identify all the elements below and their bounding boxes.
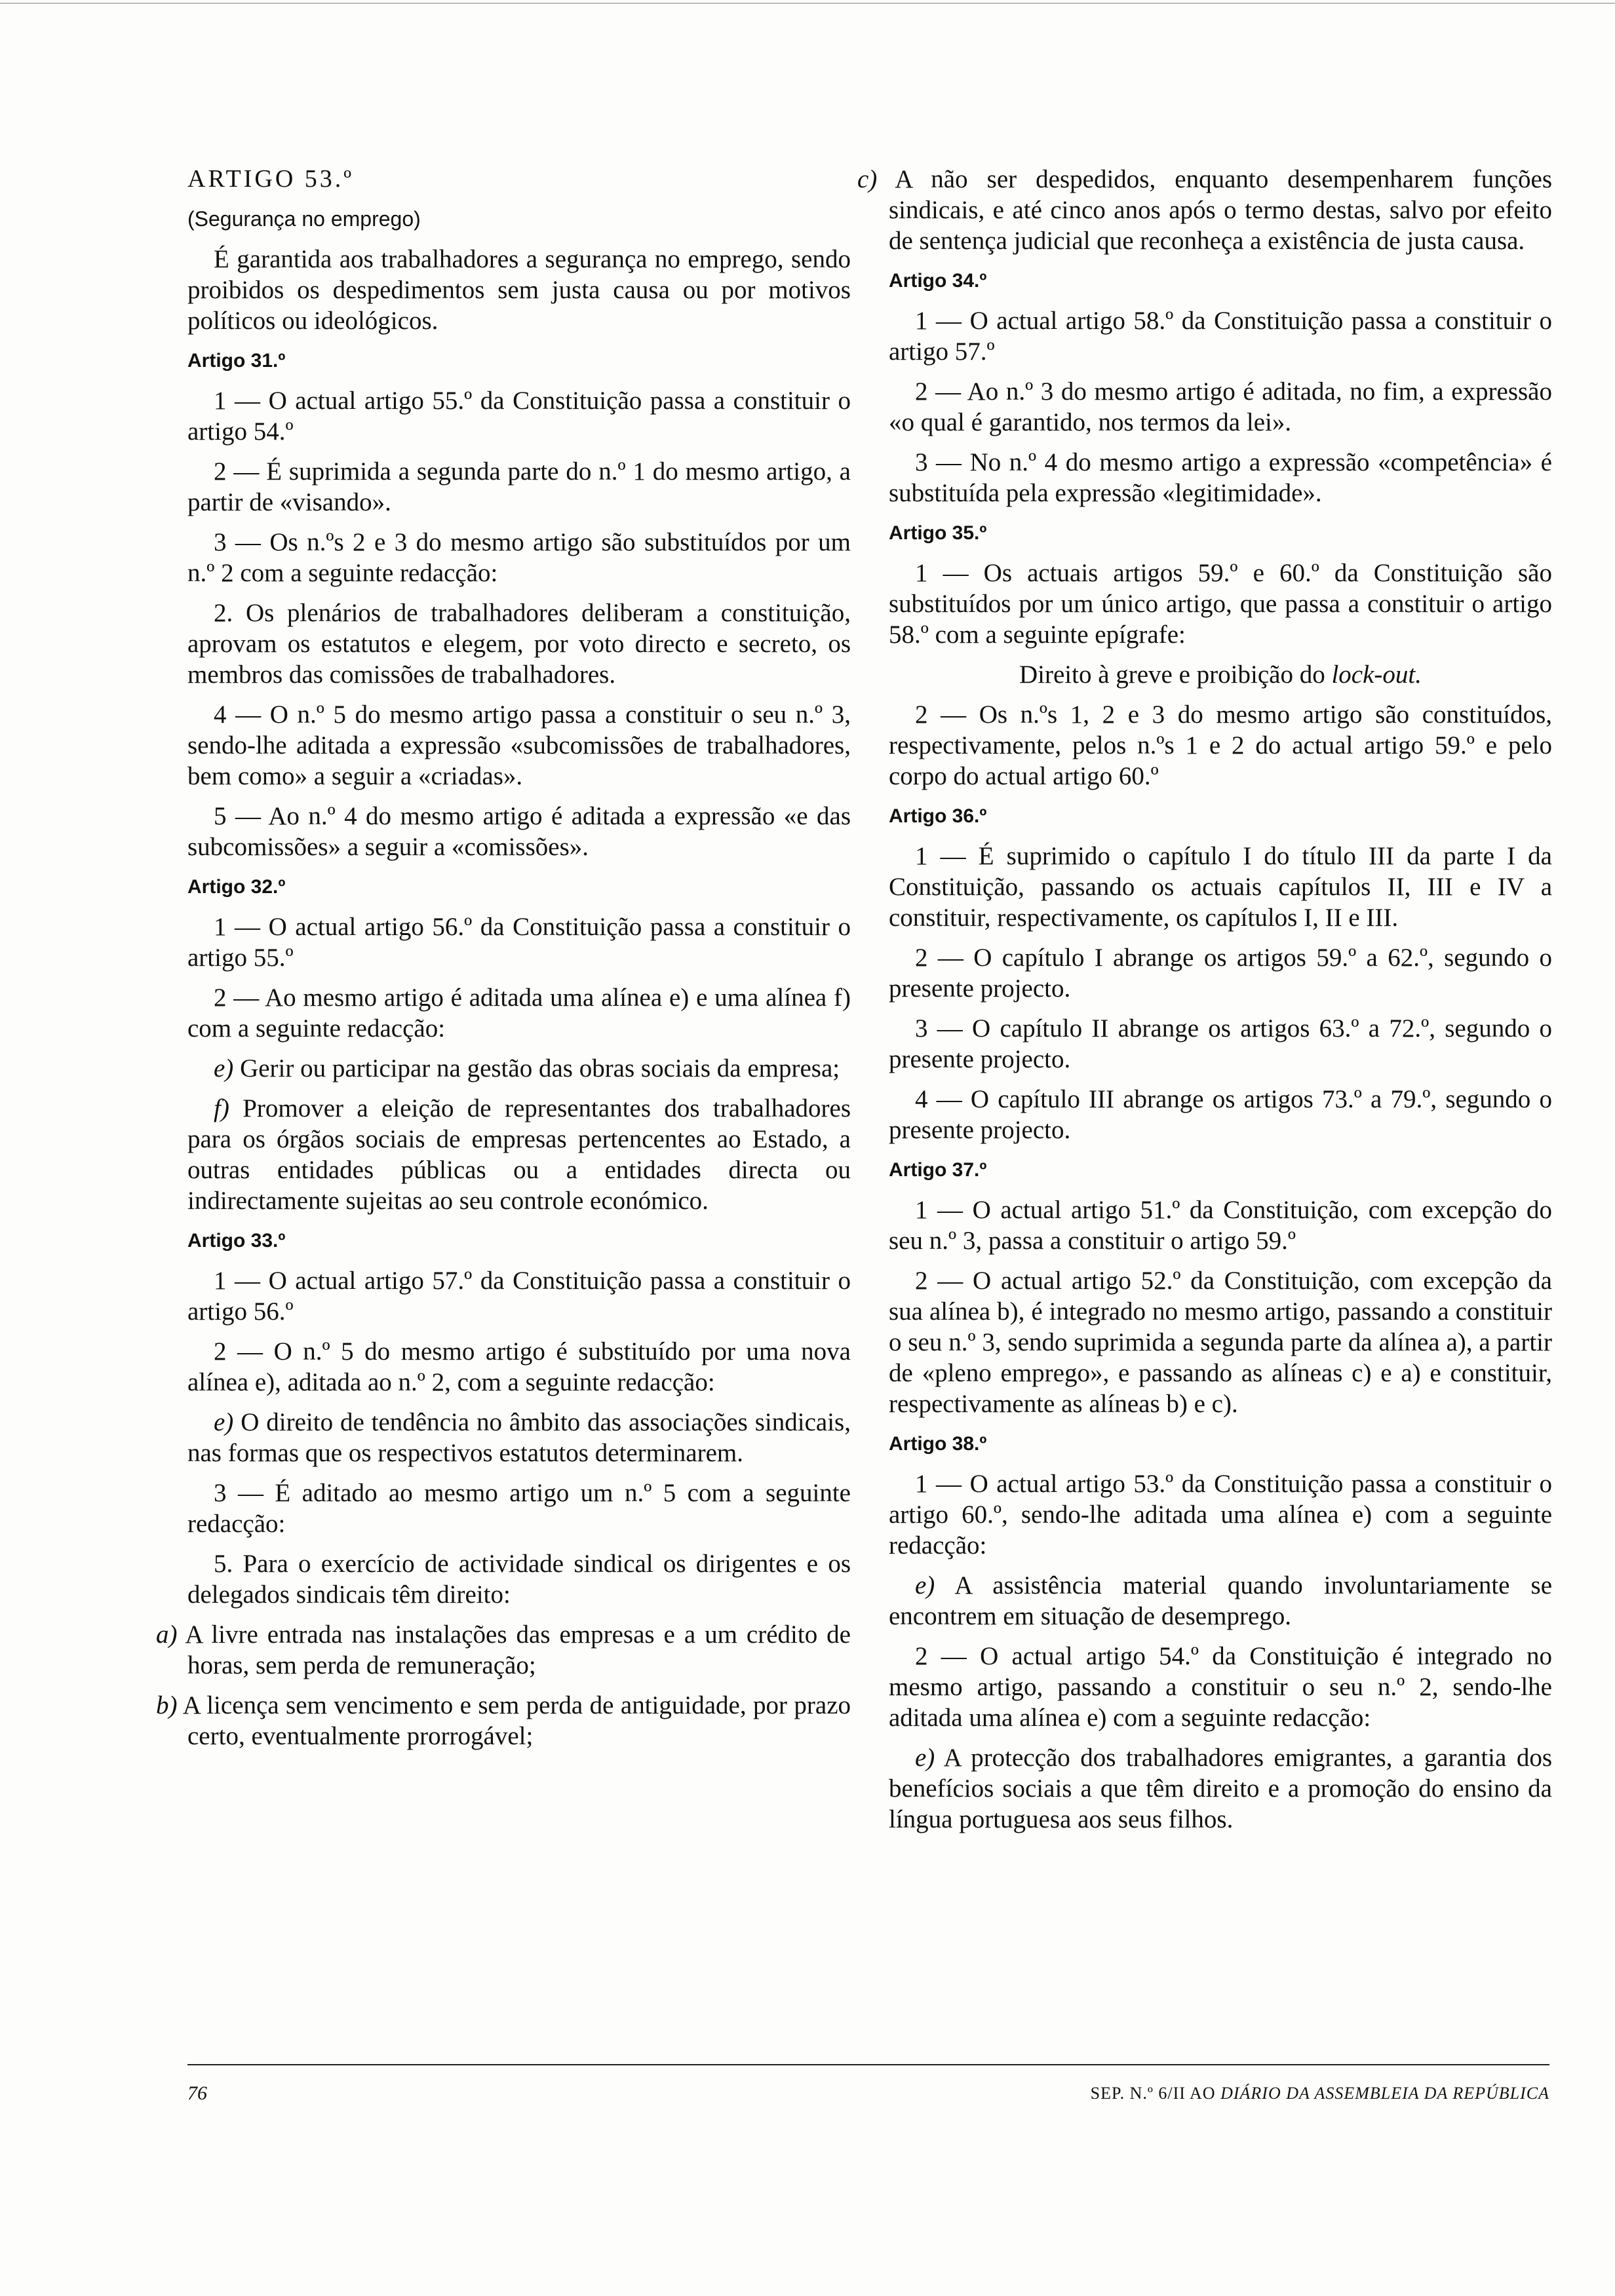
publication-source <box>1091 2084 1549 2103</box>
alinea-label: e) <box>214 1054 234 1082</box>
article-32-p2: 2 — Ao mesmo artigo é aditada uma alínea e) e uma alínea f) com a seguinte redacção: <box>187 984 851 1043</box>
article-38-alinea-e1 <box>889 1570 1552 1632</box>
article-31-p2: 2 — É suprimida a segunda parte do n.º 1 do mesmo artigo, a partir de «visando». <box>187 457 851 516</box>
alinea-label: e) <box>214 1408 234 1436</box>
article-36-title: Artigo 36.º <box>889 805 987 827</box>
alinea-label: f) <box>214 1094 229 1122</box>
article-36-p4: 4 — O capítulo III abrange os artigos 73.º a 79.º, segundo o presente projecto. <box>889 1085 1552 1144</box>
article-53-subheading: (Segurança no emprego) <box>187 207 421 231</box>
alinea-label: a) <box>156 1620 178 1649</box>
source-prefix: SEP. N.º 6/II AO <box>1090 2084 1221 2103</box>
alinea-label: b) <box>156 1691 178 1719</box>
alinea-text: Promover a eleição de representantes dos trabalhadores para os órgãos sociais de empresas pertencentes ao Estado, a outras entidades públicas ou a entidades directa ou indirectamente sujeitas ao seu controle económico. <box>187 1094 851 1215</box>
article-32-title: Artigo 32.º <box>187 876 286 898</box>
alinea-text: Gerir ou participar na gestão das obras sociais da empresa; <box>233 1054 840 1082</box>
source-title: DIÁRIO DA ASSEMBLEIA DA REPÚBLICA <box>1220 2084 1549 2103</box>
alinea-text: A protecção dos trabalhadores emigrantes, a garantia dos benefícios sociais a que têm direito e a promoção do ensino da língua portuguesa aos seus filhos. <box>889 1744 1552 1833</box>
article-31-title: Artigo 31.º <box>187 350 286 372</box>
article-33-p1: 1 — O actual artigo 57.º da Constituição passa a constituir o artigo 56.º <box>187 1267 851 1326</box>
left-column <box>156 164 851 1761</box>
alinea-text: A licença sem vencimento e sem perda de antiguidade, por prazo certo, eventualmente prorrogável; <box>182 1691 851 1750</box>
article-31-p5: 5 — Ao n.º 4 do mesmo artigo é aditada a expressão «e das subcomissões» a seguir a «comissões». <box>187 802 851 861</box>
article-36-p3: 3 — O capítulo II abrange os artigos 63.º a 72.º, segundo o presente projecto. <box>889 1014 1552 1073</box>
alinea-label: e) <box>915 1744 935 1772</box>
alinea-text: A assistência material quando involuntariamente se encontrem em situação de desemprego. <box>889 1571 1552 1630</box>
article-37-p1: 1 — O actual artigo 51.º da Constituição, com excepção do seu n.º 3, passa a constituir o artigo 59.º <box>889 1196 1552 1255</box>
article-34-p2: 2 — Ao n.º 3 do mesmo artigo é aditada, no fim, a expressão «o qual é garantido, nos termos da lei». <box>889 377 1552 436</box>
alinea-label: c) <box>857 165 878 193</box>
article-35-title: Artigo 35.º <box>889 522 987 544</box>
article-38-p2: 2 — O actual artigo 54.º da Constituição é integrado no mesmo artigo, passando a constituir o seu n.º 2, sendo-lhe aditada uma alínea e) com a seguinte redacção: <box>889 1642 1552 1732</box>
alinea-label: e) <box>915 1571 935 1599</box>
article-34-title: Artigo 34.º <box>889 270 987 292</box>
article-34-p1: 1 — O actual artigo 58.º da Constituição passa a constituir o artigo 57.º <box>889 307 1552 366</box>
article-33-p3: 3 — É aditado ao mesmo artigo um n.º 5 com a seguinte redacção: <box>187 1479 851 1538</box>
article-33-alinea-c <box>857 164 1552 256</box>
epigraph-italic: lock-out. <box>1331 660 1422 689</box>
article-35-p1: 1 — Os actuais artigos 59.º e 60.º da Constituição são substituídos por um único artigo, que passa a constituir o artigo 58.º com a seguinte epígrafe: <box>889 559 1552 649</box>
footer-rule <box>187 2064 1549 2065</box>
top-rule <box>0 3 1615 4</box>
article-35-p2: 2 — Os n.ºs 1, 2 e 3 do mesmo artigo são constituídos, respectivamente, pelos n.ºs 1 e 2 do actual artigo 59.º e pelo corpo do actual artigo 60.º <box>889 700 1552 790</box>
page-number: 76 <box>187 2082 207 2104</box>
article-33-alinea-e <box>187 1407 851 1468</box>
article-31-p4: 4 — O n.º 5 do mesmo artigo passa a constituir o seu n.º 3, sendo-lhe aditada a expressão «subcomissões de trabalhadores, bem como» a seguir a «criadas». <box>187 700 851 790</box>
article-33-p2: 2 — O n.º 5 do mesmo artigo é substituído por uma nova alínea e), aditada ao n.º 2, com a seguinte redacção: <box>187 1337 851 1396</box>
article-31-quote: 2. Os plenários de trabalhadores deliberam a constituição, aprovam os estatutos e elegem, por voto directo e secreto, os membros das comissões de trabalhadores. <box>187 599 851 689</box>
article-32-alinea-e <box>187 1053 851 1084</box>
article-38-title: Artigo 38.º <box>889 1433 987 1455</box>
article-36-p1: 1 — É suprimido o capítulo I do título III da parte I da Constituição, passando os actuais capítulos II, III e IV a constituir, respectivamente, os capítulos I, II e III. <box>889 842 1552 932</box>
article-31-p1: 1 — O actual artigo 55.º da Constituição passa a constituir o artigo 54.º <box>187 387 851 446</box>
article-35-epigraph <box>889 659 1552 690</box>
article-38-p1: 1 — O actual artigo 53.º da Constituição passa a constituir o artigo 60.º, sendo-lhe aditada uma alínea e) com a seguinte redacção: <box>889 1470 1552 1559</box>
article-38-alinea-e2 <box>889 1742 1552 1835</box>
article-33-title: Artigo 33.º <box>187 1230 286 1252</box>
article-37-title: Artigo 37.º <box>889 1159 987 1181</box>
article-36-p2: 2 — O capítulo I abrange os artigos 59.º a 62.º, segundo o presente projecto. <box>889 944 1552 1003</box>
epigraph-text: Direito à greve e proibição do <box>1019 660 1332 689</box>
article-34-p3: 3 — No n.º 4 do mesmo artigo a expressão «competência» é substituída pela expressão «legitimidade». <box>889 448 1552 507</box>
alinea-text: O direito de tendência no âmbito das associações sindicais, nas formas que os respectivos estatutos determinarem. <box>187 1408 851 1467</box>
article-33-alinea-a <box>156 1619 851 1681</box>
alinea-text: A livre entrada nas instalações das empresas e a um crédito de horas, sem perda de remuneração; <box>185 1620 851 1679</box>
right-column <box>857 164 1552 1844</box>
article-32-alinea-f <box>187 1093 851 1216</box>
article-37-p2: 2 — O actual artigo 52.º da Constituição, com excepção da sua alínea b), é integrado no mesmo artigo, passando a constituir o seu n.º 3, sendo suprimida a segunda parte da alínea a), a partir de «pleno emprego», e passando as alíneas c) e a) e constituir, respectivamente as alíneas b) e c). <box>889 1267 1552 1418</box>
article-33-n5: 5. Para o exercício de actividade sindical os dirigentes e os delegados sindicais têm direito: <box>187 1550 851 1609</box>
alinea-text: A não ser despedidos, enquanto desempenharem funções sindicais, e até cinco anos após o termo destas, salvo por efeito de sentença judicial que reconheça a existência de justa causa. <box>889 165 1552 255</box>
article-32-p1: 1 — O actual artigo 56.º da Constituição passa a constituir o artigo 55.º <box>187 913 851 972</box>
article-53-text: É garantida aos trabalhadores a segurança no emprego, sendo proibidos os despedimentos sem justa causa ou por motivos políticos ou ideológicos. <box>187 245 851 335</box>
article-33-alinea-b <box>156 1690 851 1751</box>
article-53-heading: ARTIGO 53.º <box>187 165 355 193</box>
article-31-p3: 3 — Os n.ºs 2 e 3 do mesmo artigo são substituídos por um n.º 2 com a seguinte redacção: <box>187 528 851 587</box>
